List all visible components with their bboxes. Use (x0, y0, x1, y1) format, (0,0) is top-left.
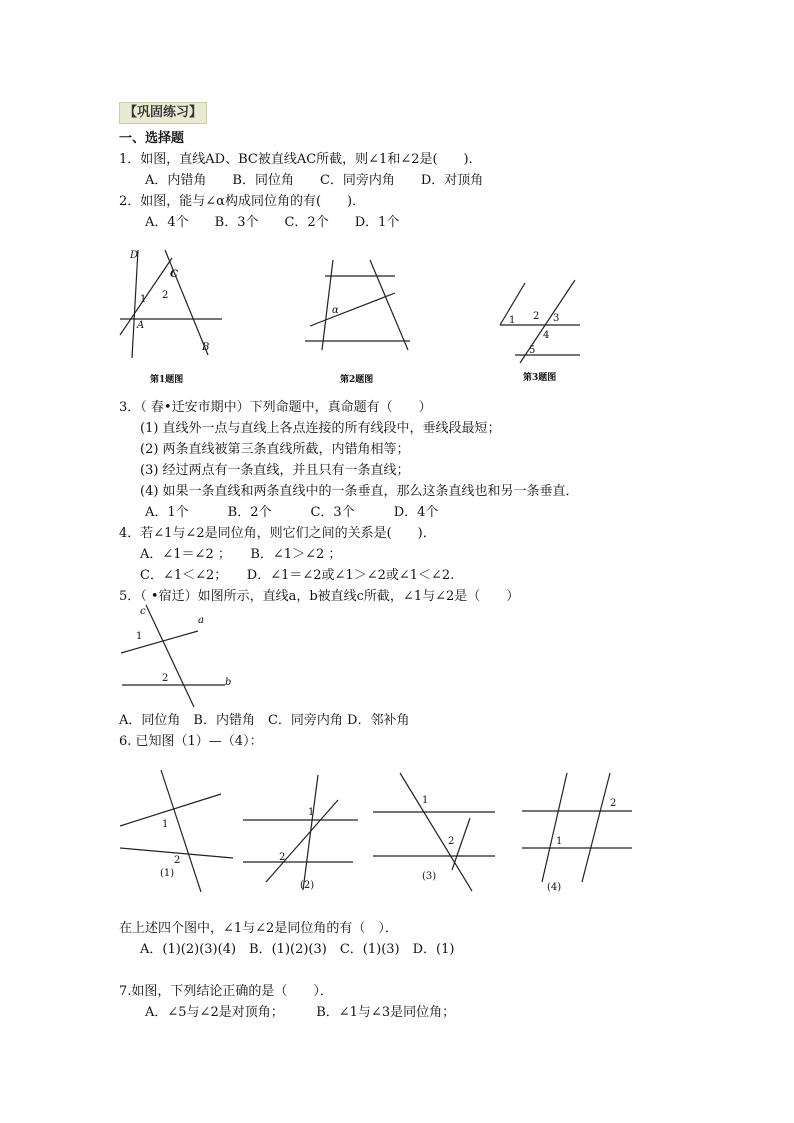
figure-q6-4 (512, 770, 637, 895)
fig6-4-caption: (4) (547, 882, 562, 893)
figure-q6-2 (238, 770, 368, 895)
fig1-label-b: B (202, 342, 210, 353)
fig6-3-caption: (3) (422, 871, 437, 882)
fig3-label-3: 3 (553, 313, 560, 324)
fig5-label-b: b (225, 677, 232, 688)
fig1-label-1: 1 (140, 294, 147, 305)
fig1-label-2: 2 (162, 290, 169, 301)
q3-options: A．1个 B．2个 C．3个 D．4个 (145, 505, 439, 520)
q1-options: A．内错角 B．同位角 C．同旁内角 D．对顶角 (145, 173, 484, 188)
fig6-1-label-2: 2 (174, 855, 181, 866)
fig2-right-line (370, 260, 408, 350)
fig1-label-c: C (170, 269, 178, 280)
q3-statement-4: (4) 如果一条直线和两条直线中的一条垂直，那么这条直线也和另一条垂直． (140, 484, 579, 499)
q3-stem: 3．（ 春•迁安市期中）下列命题中，真命题有（ ） (119, 400, 432, 415)
fig6-2-caption: (2) (300, 880, 315, 891)
fig6-3-label-1: 1 (422, 795, 429, 806)
fig6-2-transversal-1 (303, 775, 318, 890)
fig6-4-label-2: 2 (610, 798, 617, 809)
fig6-4-transversal-2 (582, 773, 610, 882)
figure-q6-3 (370, 770, 500, 895)
fig6-4-label-1: 1 (556, 836, 563, 847)
figure-q6-1 (118, 770, 238, 895)
fig6-3-transversal-2 (452, 818, 470, 870)
fig6-2-transversal-2 (266, 800, 338, 882)
fig1-caption: 第1题图 (150, 375, 184, 385)
q6-conclusion: 在上述四个图中，∠1与∠2是同位角的有（ ）． (119, 921, 398, 936)
part-title: 一、选择题 (119, 131, 185, 146)
fig3-caption: 第3题图 (523, 373, 557, 383)
q7-stem: 7.如图，下列结论正确的是（ ）． (119, 984, 333, 999)
fig3-label-5: 5 (529, 345, 536, 356)
fig1-label-d: D (130, 250, 139, 261)
q2-stem: 2．如图，能与∠α构成同位角的有( )． (119, 194, 366, 209)
figure-q1 (110, 240, 230, 365)
figure-q2 (300, 255, 420, 355)
fig6-2-label-2: 2 (279, 852, 286, 863)
fig6-4-transversal-1 (542, 773, 567, 882)
figure-q5 (118, 605, 243, 710)
q4-options-cd: C．∠1＜∠2； D．∠1＝∠2或∠1＞∠2或∠1＜∠2. (140, 568, 455, 583)
q5-stem: 5．（ •宿迁）如图所示，直线a，b被直线c所截，∠1与∠2是（ ） (119, 589, 520, 604)
figure-q3 (495, 275, 595, 365)
q7-options: A．∠5与∠2是对顶角； B．∠1与∠3是同位角； (145, 1005, 456, 1020)
fig5-label-a: a (198, 615, 204, 626)
q2-options: A．4个 B．3个 C．2个 D．1个 (145, 215, 400, 230)
fig3-label-2: 2 (533, 311, 540, 322)
fig3-label-1: 1 (509, 315, 516, 326)
fig5-line-c (146, 605, 194, 707)
q1-stem: 1．如图，直线AD、BC被直线AC所截，则∠1和∠2是( )． (119, 152, 482, 167)
fig1-label-a: A (137, 320, 145, 331)
q6-stem: 6. 已知图（1）—（4）： (119, 734, 263, 749)
fig2-label-alpha: α (332, 305, 339, 316)
q3-statement-1: (1) 直线外一点与直线上各点连接的所有线段中，垂线段最短； (140, 421, 501, 436)
q4-options-ab: A．∠1＝∠2 ； B．∠1＞∠2 ； (140, 547, 342, 562)
fig6-3-label-2: 2 (448, 836, 455, 847)
q5-options: A．同位角 B．内错角 C．同旁内角 D．邻补角 (119, 713, 410, 728)
fig1-line-ad (132, 250, 138, 358)
fig2-transversal (310, 293, 395, 326)
fig1-line-bc (165, 250, 208, 355)
fig6-1-caption: (1) (160, 868, 175, 879)
q3-statement-3: (3) 经过两点有一条直线，并且只有一条直线； (140, 463, 410, 478)
fig6-2-label-1: 1 (308, 807, 315, 818)
fig6-1-label-1: 1 (162, 819, 169, 830)
fig3-label-4: 4 (543, 330, 550, 341)
fig5-label-1: 1 (136, 631, 143, 642)
section-header: 【巩固练习】 (119, 102, 207, 124)
q4-stem: 4．若∠1与∠2是同位角，则它们之间的关系是( )． (119, 526, 436, 541)
fig5-label-2: 2 (162, 673, 169, 684)
q6-options: A．(1)(2)(3)(4) B．(1)(2)(3) C．(1)(3) D．(1) (140, 942, 455, 957)
fig2-caption: 第2题图 (340, 375, 374, 385)
fig5-label-c: c (140, 606, 146, 617)
q3-statement-2: (2) 两条直线被第三条直线所截，内错角相等； (140, 442, 410, 457)
